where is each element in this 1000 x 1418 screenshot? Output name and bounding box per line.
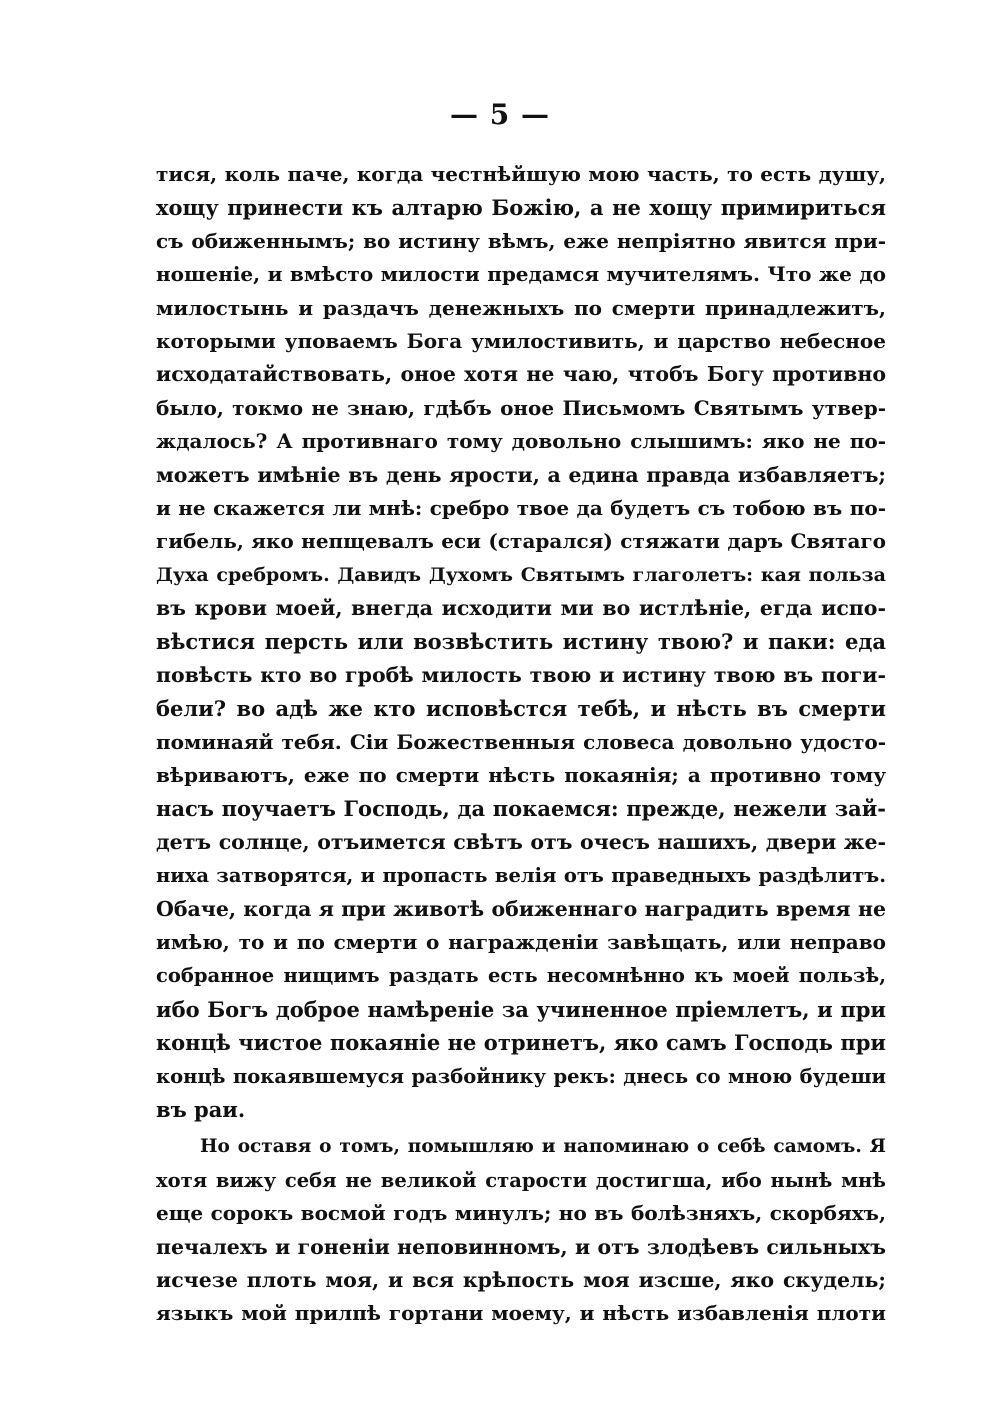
text-line: исходатайствовать, оное хотя не чаю, чтобъ Богу противно [156, 362, 886, 387]
text-line: повѣсть кто во гробѣ милость твою и истину твою въ поги- [156, 662, 886, 687]
text-line: хотя вижу себя не великой старости достигша, ибо нынѣ мнѣ [156, 1168, 886, 1192]
text-line: поминаяй тебя. Сіи Божественныя словеса довольно удосто- [156, 729, 886, 754]
text-line: ношеніе, и вмѣсто милости предамся мучителямъ. Что же до [156, 262, 886, 287]
text-line: гибель, яко непщевалъ еси (старался) стяжати даръ Святаго [156, 529, 886, 554]
text-line: Но оставя о томъ, помышляю и напоминаю о себѣ самомъ. Я [200, 1136, 886, 1158]
text-line: языкъ мой прилпѣ гортани моему, и нѣсть избавленія плоти [156, 1301, 886, 1326]
text-line: милостынь и раздачъ денежныхъ по смерти принадлежитъ, [156, 295, 886, 320]
text-line: тися, коль паче, когда честнѣйшую мою часть, то есть душу, [156, 162, 886, 186]
paragraph [156, 158, 886, 1126]
text-line: концѣ покаявшемуся разбойнику рекъ: днесь со мною будеши [156, 1064, 886, 1088]
text-line: Духа сребромъ. Давидъ Духомъ Святымъ глаголетъ: кая польза [156, 563, 886, 586]
text-line: и не скажется ли мнѣ: сребро твое да будетъ съ тобою въ по- [156, 495, 886, 520]
text-line: въ крови моей, внегда исходити ми во истлѣніе, егда испо- [156, 596, 886, 621]
text-line: вѣриваютъ, еже по смерти нѣсть покаянія; а противно тому [156, 763, 886, 788]
text-line: ниха затворятся, и пропасть велія отъ праведныхъ раздѣлитъ. [156, 864, 886, 888]
text-line: хощу принести къ алтарю Божію, а не хощу примириться [156, 195, 886, 221]
text-line: Обаче, когда я при животѣ обиженнаго наградить время не [156, 896, 886, 921]
text-line: съ обиженнымъ; во истину вѣмъ, еже непріятно явится при- [156, 228, 886, 253]
text-line: было, токмо не знаю, гдѣбъ оное Письмомъ Святымъ утвер- [156, 395, 886, 420]
text-line: можетъ имѣніе въ день ярости, а едина правда избавляетъ; [156, 462, 886, 487]
text-line: еще сорокъ восмой годъ минулъ; но въ болѣзняхъ, скорбяхъ, [156, 1201, 886, 1226]
text-line: въ раи. [156, 1096, 246, 1122]
text-line: которыми уповаемъ Бога умилостивить, и царство небесное [156, 328, 886, 353]
text-line: имѣю, то и по смерти о награжденіи завѣщать, или неправо [156, 929, 886, 954]
text-line: собранное нищимъ раздать есть несомнѣнно къ моей пользѣ, [156, 964, 886, 988]
text-line: детъ солнце, отъимется свѣтъ отъ очесъ нашихъ, двери же- [156, 829, 886, 854]
text-line: печалехъ и гоненіи неповинномъ, и отъ злодѣевъ сильныхъ [156, 1234, 886, 1259]
text-line: бели? во адѣ же кто исповѣстся тебѣ, и нѣсть въ смерти [156, 696, 886, 722]
text-line: ждалось? А противнаго тому довольно слышимъ: яко не по- [156, 429, 886, 454]
text-line: вѣстися персть или возвѣстить истину твою? и паки: еда [156, 629, 886, 655]
text-line: насъ поучаетъ Господь, да покаемся: прежде, нежели зай- [156, 796, 886, 822]
text-line: ибо Богъ доброе намѣреніе за учиненное пріемлетъ, и при [156, 996, 886, 1022]
paragraph [156, 1130, 886, 1330]
text-line: концѣ чистое покаяніе не отринетъ, яко самъ Господь при [156, 1030, 886, 1056]
body-text [156, 158, 886, 1331]
text-line: исчезе плоть моя, и вся крѣпость моя изсше, яко скудель; [156, 1267, 886, 1292]
page-number: — 5 — [450, 98, 550, 131]
